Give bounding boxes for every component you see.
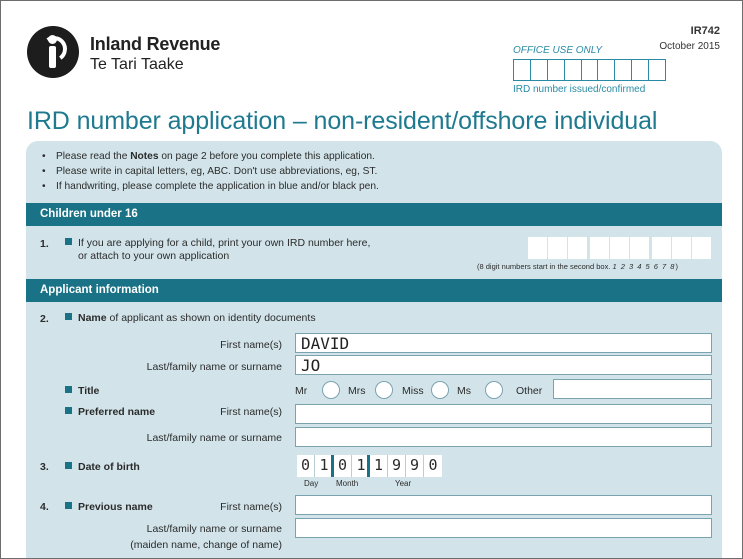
preferred-name-label: Preferred name [65,406,155,418]
square-bullet-icon [65,502,72,509]
square-bullet-icon [65,462,72,469]
title-label: Title [65,385,99,397]
q1-text-line2: or attach to your own application [78,250,230,262]
question-number: 2. [40,313,49,325]
square-bullet-icon [65,386,72,393]
previous-name-label: Previous name [65,501,153,513]
q1-text: If you are applying for a child, print your own IRD number here, [65,237,370,249]
previous-last-name-field[interactable] [295,518,712,538]
question-number: 4. [40,501,49,513]
title-other-field[interactable] [553,379,712,399]
office-use-label: OFFICE USE ONLY [513,45,603,56]
inland-revenue-logo-icon [27,26,79,78]
square-bullet-icon [65,238,72,245]
preferred-first-name-field[interactable] [295,404,712,424]
section-heading-children: Children under 16 [26,203,722,226]
preferred-first-name-label: First name(s) [220,406,282,418]
dob-month-caption: Month [336,479,359,488]
date-of-birth-label: Date of birth [65,461,140,473]
dob-year-caption: Year [395,479,412,488]
previous-last-name-label: Last/family name or surname [146,523,282,535]
title-option-miss-label: Miss [402,385,424,397]
ird-number-input-group-2[interactable] [590,237,650,259]
dob-day-field[interactable]: 0 1 [297,455,333,477]
square-bullet-icon [65,313,72,320]
first-name-field[interactable]: DAVID [295,333,712,353]
previous-first-name-field[interactable] [295,495,712,515]
preferred-last-name-label: Last/family name or surname [146,432,282,444]
question-number: 3. [40,461,49,473]
ird-number-input-group-1[interactable] [528,237,588,259]
title-option-ms-label: Ms [457,385,471,397]
q2-label: Name of applicant as shown on identity documents [65,312,316,324]
org-name: Inland Revenue [90,34,221,54]
form-date: October 2015 [659,41,720,52]
dob-day-caption: Day [304,479,319,488]
org-maori-name: Te Tari Taake [90,56,184,73]
section-heading-applicant: Applicant information [26,279,722,302]
ird-number-hint: (8 digit numbers start in the second box. 1 2 3 4 5 6 7 8) [477,262,678,271]
ird-number-input-group-3[interactable] [652,237,712,259]
previous-last-name-sublabel: (maiden name, change of name) [130,539,282,551]
question-number: 1. [40,238,49,250]
instruction-item: • Please read the Notes on page 2 before you complete this application. [40,149,722,164]
page-title: IRD number application – non-resident/offshore individual [27,107,658,135]
previous-first-name-label: First name(s) [220,501,282,513]
title-ms-radio[interactable] [485,381,503,399]
office-use-ird-boxes [513,59,666,81]
title-mrs-radio[interactable] [375,381,393,399]
preferred-last-name-field[interactable] [295,427,712,447]
title-option-other-label: Other [516,385,543,397]
title-miss-radio[interactable] [431,381,449,399]
square-bullet-icon [65,407,72,414]
last-name-label: Last/family name or surname [146,361,282,373]
title-option-mrs-label: Mrs [348,385,366,397]
office-use-caption: IRD number issued/confirmed [513,84,646,95]
dob-month-field[interactable]: 0 1 [334,455,370,477]
last-name-field[interactable]: JO [295,355,712,375]
instructions-panel [26,141,722,201]
instruction-item: • If handwriting, please complete the application in blue and/or black pen. [40,179,722,194]
first-name-label: First name(s) [220,339,282,351]
instruction-item: • Please write in capital letters, eg, ABC. Don't use abbreviations, eg, ST. [40,164,722,179]
title-mr-radio[interactable] [322,381,340,399]
title-option-mr-label: Mr [295,385,308,397]
dob-year-field[interactable]: 1 9 9 0 [370,455,442,477]
form-code: IR742 [690,25,720,37]
